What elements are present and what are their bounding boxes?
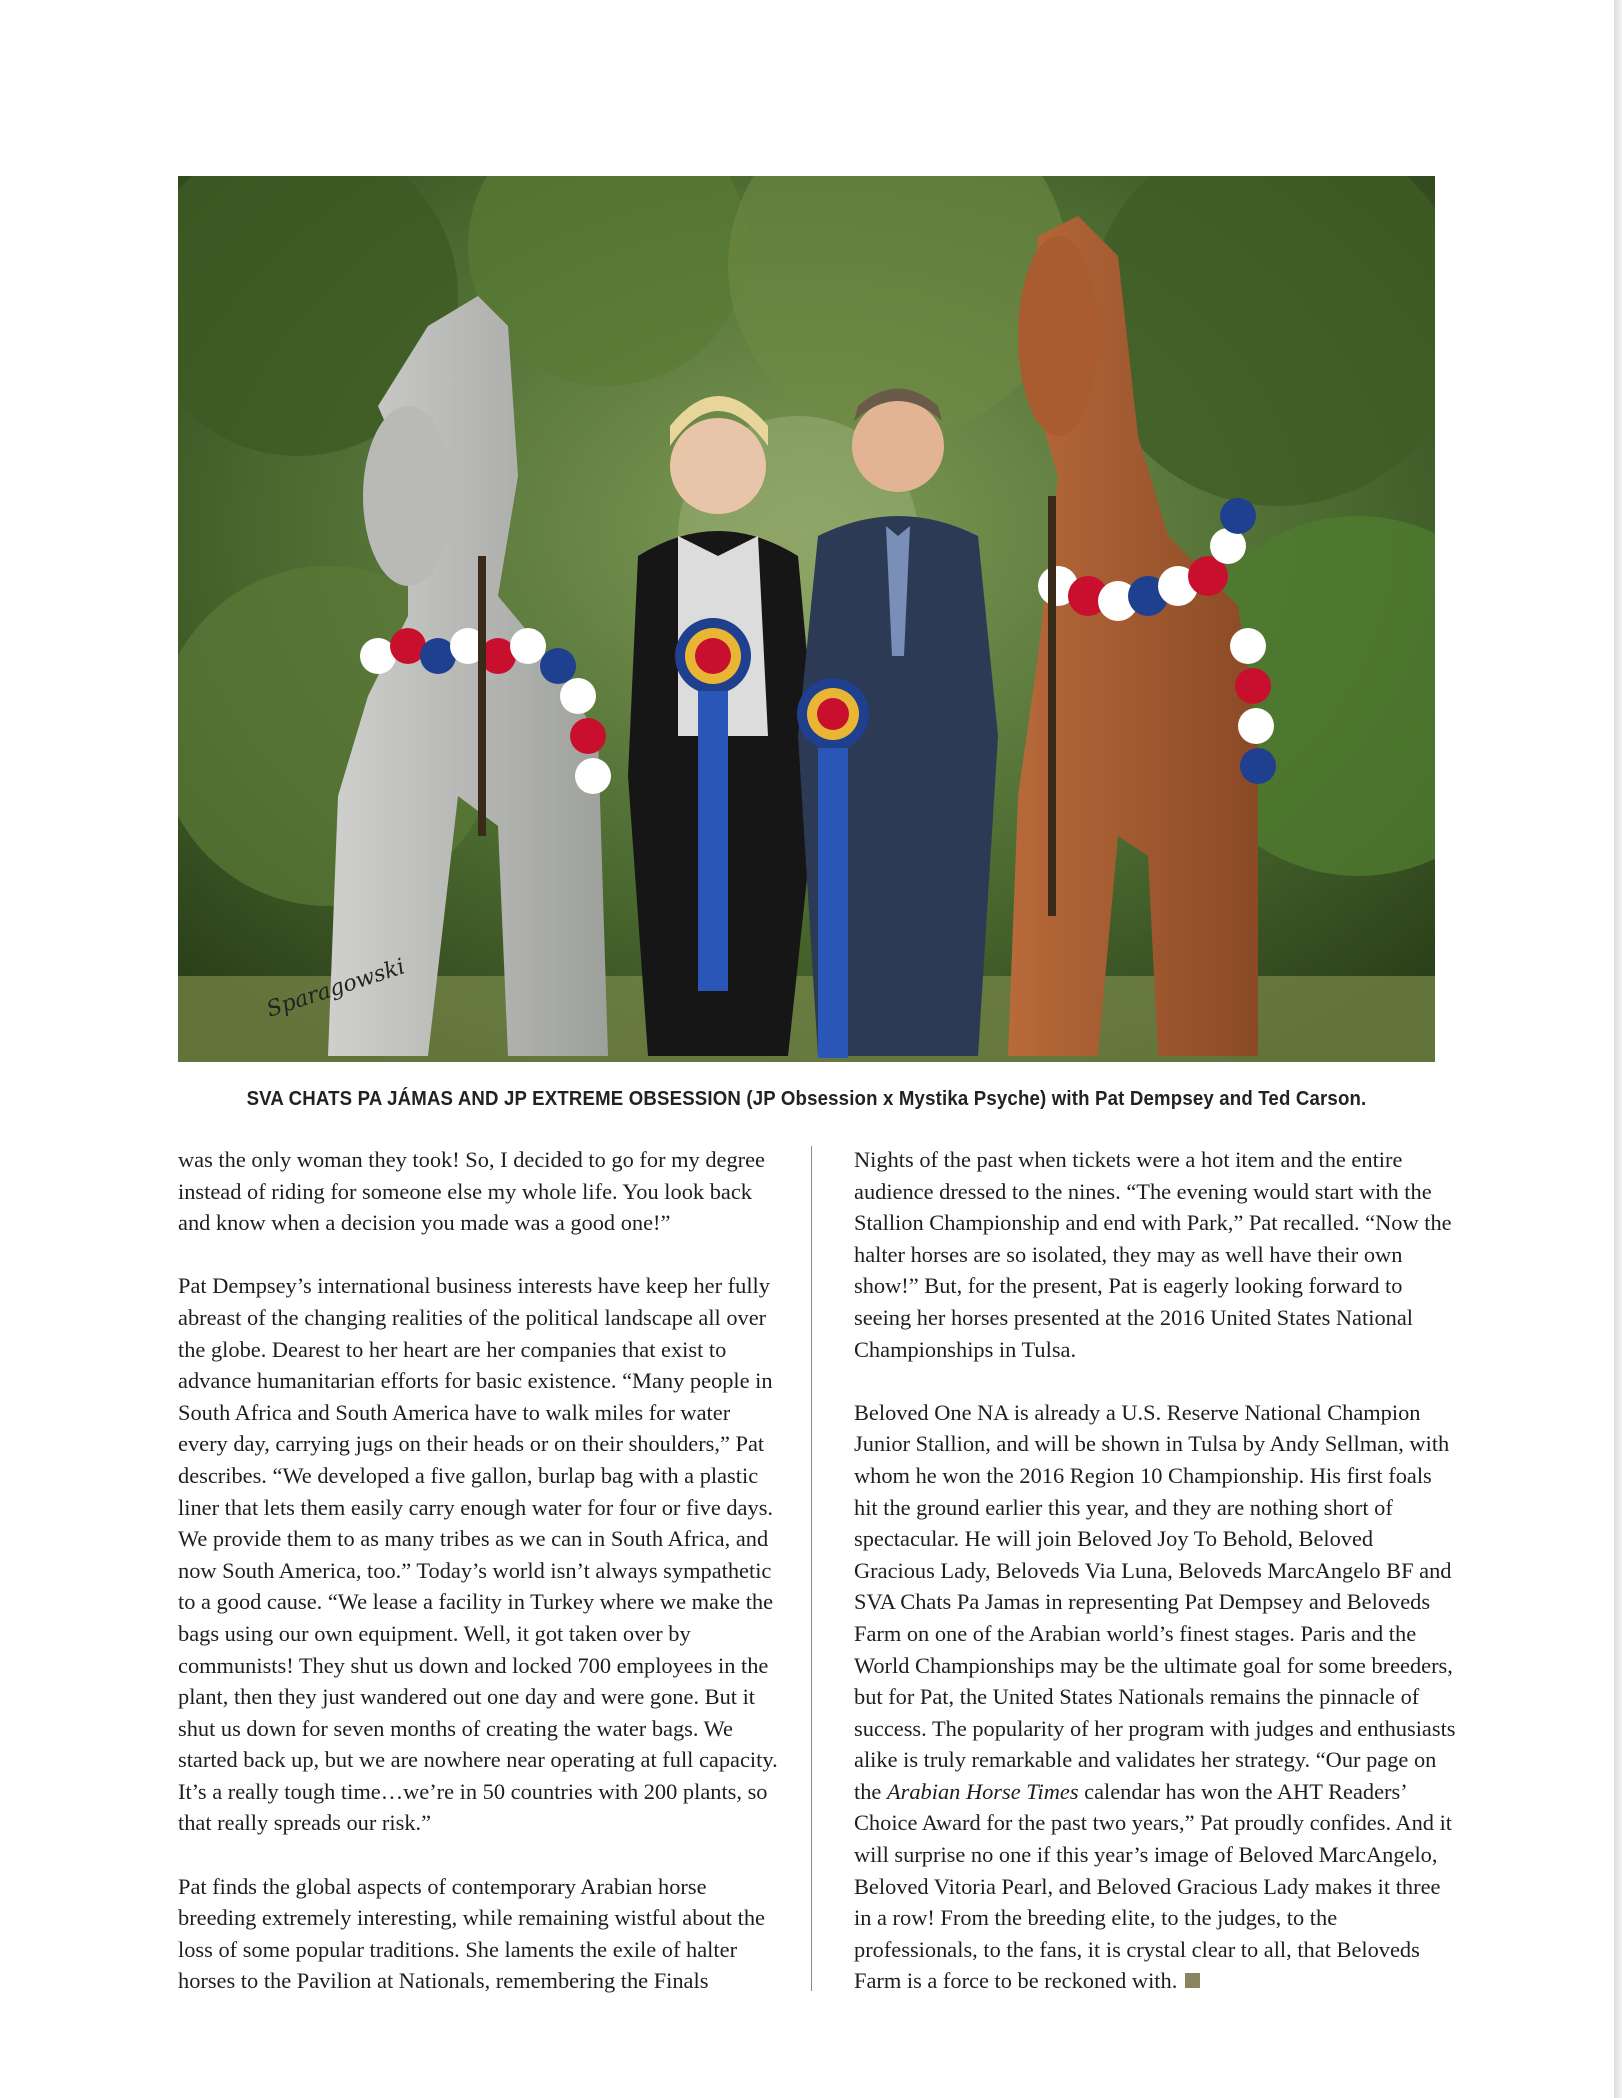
paragraph: Pat finds the global aspects of contemporary Arabian horse breeding extremely interesting, while remaining wistful about the loss of some popular traditions. She laments the exile of halter horses to the Pavilion at Nationals, remembering the Finals — [178, 1873, 765, 1994]
article-column-left — [178, 1144, 783, 2029]
feature-photo — [178, 176, 1435, 1062]
photographer-signature: Sparagowski — [263, 954, 409, 1023]
page-edge-shadow — [1614, 0, 1622, 2098]
article-column-right — [854, 1144, 1459, 2029]
paragraph: was the only woman they took! So, I decided to go for my degree instead of riding for someone else my whole life. You look back and know when a decision you made was a good one!” — [178, 1147, 765, 1236]
paragraph-text: Beloved One NA is already a U.S. Reserve National Champion Junior Stallion, and will be shown in Tulsa by Andy Sellman, with whom he won the 2016 Region 10 Championship. His first foals hit the ground earlier this year, and they are nothing short of spectacular. He will join Beloved Joy To Behold, Beloved Gracious Lady, Beloveds Via Luna, Beloveds MarcAngelo BF and SVA Chats Pa Jamas in representing Pat Dempsey and Belovеds Farm on one of the Arabian world’s finest stages. Paris and the World Championships may be the ultimate goal for some breeders, but for Pat, the United States Nationals remains the pinnacle of success. The popularity of her program with judges and enthusiasts alike is truly remarkable and validates her strategy. “Our page on the — [854, 1399, 1456, 1804]
column-divider — [811, 1146, 812, 1991]
publication-title: Arabian Horse Times — [886, 1778, 1079, 1804]
paragraph-text: calendar has won the AHT Readers’ Choice Award for the past two years,” Pat proudly confides. And it will surprise no one if this year’s image of Beloved MarcAngelo, Beloved Vitoria Pearl, and Beloved Gracious Lady makes it three in a row! From the breeding elite, to the judges, to the professionals, to the fans, it is crystal clear to all, that Beloveds Farm is a force to be reckoned with. — [854, 1778, 1453, 1994]
end-of-article-mark-icon — [1185, 1973, 1200, 1988]
paragraph — [854, 1397, 1459, 1997]
photo-caption: SVA CHATS PA JÁMAS AND JP EXTREME OBSESSION (JP Obsession x Mystika Psyche) with Pat Dempsey and Ted Carson. — [246, 1088, 1367, 1110]
paragraph: Pat Dempsey’s international business interests have keep her fully abreast of the changing realities of the political landscape all over the globe. Dearest to her heart are her companies that exist to advance humanitarian efforts for basic existence. “Many people in South Africa and South America have to walk miles for water every day, carrying jugs on their heads or on their shoulders,” Pat describes. “We developed a five gallon, burlap bag with a plastic liner that lets them easily carry enough water for four or five days. We provide them to as many tribes as we can in South Africa, and now South America, too.” Today’s world isn’t always sympathetic to a good cause. “We lease a facility in Turkey where we make the bags using our own equipment. Well, it got taken over by communists! They shut us down and locked 700 employees in the plant, then they just wandered out one day and were gone. But it shut us down for seven months of creating the water bags. We started back up, but we are nowhere near operating at full capacity. It’s a really tough time…we’re in 50 countries with 200 plants, so that really spreads our risk.” — [178, 1273, 778, 1836]
horse-show-photo-icon — [178, 176, 1435, 1062]
paragraph: Nights of the past when tickets were a hot item and the entire audience dressed to the nines. “The evening would start with the Stallion Championship and end with Park,” Pat recalled. “Now the halter horses are so isolated, they may as well have their own show!” But, for the present, Pat is eagerly looking forward to seeing her horses presented at the 2016 United States National Championships in Tulsa. — [854, 1147, 1452, 1362]
